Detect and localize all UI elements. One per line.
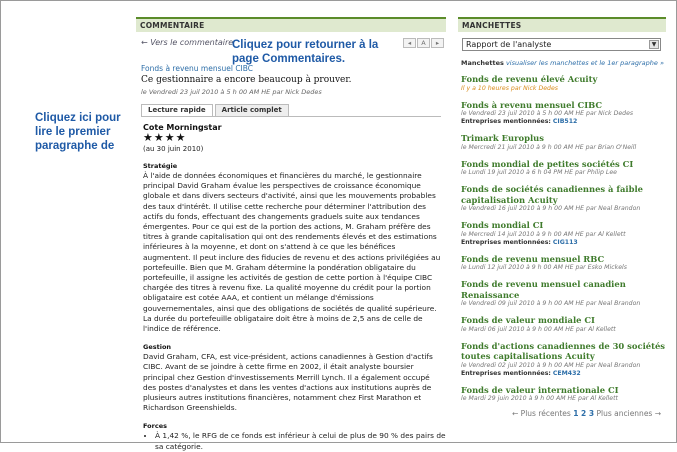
mentioned-companies	[461, 118, 666, 126]
annotation-return-commentary: Cliquez pour retourner à la page Commentaires.	[232, 39, 379, 65]
text-size-button[interactable]: A	[417, 38, 430, 48]
article-headline: Ce gestionnaire a encore beaucoup à prouver.	[141, 75, 352, 85]
commentary-section-header: COMMENTAIRE	[136, 17, 446, 32]
headline-meta: le Mardi 29 juin 2010 à 9 h 00 AM HE par Al Kellett	[461, 395, 618, 402]
mentioned-companies	[461, 239, 666, 247]
headline-list	[458, 74, 666, 403]
headline-title-link[interactable]: Trimark Europlus	[461, 133, 544, 143]
headline-meta: Il y a 10 heures par Nick Dedes	[461, 84, 558, 92]
fund-code-link[interactable]: CIG113	[552, 238, 578, 246]
pager	[512, 409, 666, 418]
headline-filter-select[interactable]	[462, 38, 661, 51]
article-tabs	[141, 104, 441, 117]
headline-meta: le Lundi 12 juil 2010 à 9 h 00 AM HE par Esko Mickels	[461, 264, 627, 271]
list-item	[461, 74, 666, 93]
tab-full-article[interactable]: Article complet	[215, 104, 289, 116]
next-article-button[interactable]: ▸	[431, 38, 444, 48]
morningstar-rating-title: Cote Morningstar	[143, 123, 222, 132]
headline-title-link[interactable]: Fonds à revenu mensuel CIBC	[461, 99, 603, 110]
headline-meta: le Vendredi 09 juil 2010 à 9 h 00 AM HE par Neal Brandon	[461, 300, 641, 307]
list-item	[461, 159, 666, 178]
headline-meta: le Vendredi 02 juil 2010 à 9 h 00 AM HE par Neal Brandon	[461, 361, 641, 369]
article-byline: le Vendredi 23 juil 2010 à 5 h 00 AM HE par Nick Dedes	[141, 88, 322, 96]
headline-meta: le Mercredi 14 juil 2010 à 9 h 00 AM HE par Al Kellett	[461, 230, 626, 238]
list-item	[461, 133, 666, 152]
fund-code-link[interactable]: CIB512	[552, 118, 578, 125]
headline-meta: le Mardi 06 juil 2010 à 9 h 00 AM HE par Al Kellett	[461, 325, 616, 333]
management-heading: Gestion	[143, 343, 172, 352]
strengths-list	[151, 431, 446, 451]
list-item	[461, 220, 666, 247]
headline-meta: le Vendredi 16 juil 2010 à 9 h 00 AM HE par Neal Brandon	[461, 205, 641, 212]
headlines-panel	[458, 17, 666, 443]
strategy-heading: Stratégie	[143, 162, 178, 170]
headlines-section-header: MANCHETTES	[458, 17, 666, 32]
pager-pages[interactable]: 1 2 3	[573, 409, 595, 418]
headline-title-link[interactable]: Fonds de revenu élevé Acuity	[461, 74, 598, 84]
strengths-heading: Forces	[143, 422, 167, 431]
pager-newer-link[interactable]: ← Plus récentes	[512, 409, 571, 418]
strategy-text: À l'aide de données économiques et financières du marché, le gestionnaire principal David Graham évalue les perspectives de croissance économique globale et dans divers secteurs d'activité, ainsi que les mouvements probables des taux d'intérêt. Il utilise cette recherche pour déterminer l'attribution des actifs du fonds, effectuant des changements graduels suite aux tendances émergentes. Pour ce qui est de la portion des actions, M. Graham préfère des titres à grande capitalisation qui ont des rendements élevés et des estimations inférieures à la moyenne, et dont on s'attend à ce que les bénéfices augmentent. Il peut inclure des fiducies de revenu et des actions privilégiées au portefeuille. Bien que M. Graham détermine la pondération obligataire du portefeuille, il assigne les activités de gestion de cette portion à l'équipe CIBC chargée des titres à revenu fixe. La qualité moyenne du crédit pour la portion obligataire est cotée AAA, et contient un mélange d'émissions gouvernementales, ainsi que des obligations de sociétés de qualité supérieure. La durée du portefeuille obligataire doit être à moins de 2,5 ans de celle de l'indice de référence.	[143, 171, 441, 334]
view-first-paragraph-link[interactable]: visualiser les manchettes et le 1er paragraphe »	[505, 59, 664, 67]
tab-quick-read[interactable]: Lecture rapide	[141, 104, 213, 116]
select-value: Rapport de l'analyste	[466, 40, 552, 49]
list-item	[461, 385, 666, 404]
headline-title-link[interactable]: Fonds mondial de petites sociétés CI	[461, 158, 634, 169]
list-item	[461, 254, 666, 273]
prev-article-button[interactable]: ◂	[403, 38, 416, 48]
headline-meta: le Lundi 19 juil 2010 à 6 h 04 PM HE par Philip Lee	[461, 169, 617, 176]
annotation-first-paragraph: Cliquez ici pour lire le premier paragraphe de	[35, 112, 121, 152]
headline-title-link[interactable]: Fonds de valeur internationale CI	[461, 384, 619, 395]
headline-title-link[interactable]: Fonds de valeur mondiale CI	[461, 315, 595, 325]
list-item	[461, 341, 666, 378]
headlines-note-label: Manchettes	[461, 59, 504, 67]
chevron-down-icon[interactable]: ▼	[649, 40, 659, 49]
article-nav	[403, 38, 444, 48]
list-item	[461, 315, 666, 334]
back-to-commentary-link[interactable]: ← Vers le commentaire	[141, 38, 234, 47]
list-item	[461, 279, 666, 308]
fund-name-link[interactable]: Fonds à revenu mensuel CIBC	[141, 64, 254, 73]
rating-date: (au 30 juin 2010)	[143, 145, 204, 153]
mentioned-label: Entreprises mentionnées:	[461, 369, 551, 377]
list-item	[461, 100, 666, 127]
mentioned-companies	[461, 370, 666, 378]
pager-older-link[interactable]: Plus anciennes →	[596, 409, 662, 418]
headlines-note	[461, 59, 666, 67]
mentioned-label: Entreprises mentionnées:	[461, 238, 551, 246]
headline-title-link[interactable]: Fonds de revenu mensuel RBC	[461, 253, 605, 264]
list-item	[461, 184, 666, 213]
headline-title-link[interactable]: Fonds d'actions canadiennes de 30 sociétés toutes capitalisations Acuity	[461, 340, 665, 361]
headline-title-link[interactable]: Fonds mondial CI	[461, 220, 544, 230]
fund-code-link[interactable]: CEM432	[552, 369, 581, 377]
mentioned-label: Entreprises mentionnées:	[461, 118, 551, 125]
management-text: David Graham, CFA, est vice-président, actions canadiennes à Gestion d'actifs CIBC. Avant de se joindre à cette firme en 2002, il était analyste boursier principal chez Gestion d'investissements Merrill Lynch. Il a également occupé des postes d'analystes et dans les ventes d'actions aux institutions auprès de plusieurs autres institutions financières, notamment chez First Marathon et Richardson Greenshields.	[143, 352, 433, 413]
commentary-panel	[136, 17, 446, 451]
headline-meta: le Vendredi 23 juil 2010 à 5 h 00 AM HE par Nick Dedes	[461, 110, 634, 117]
star-rating: ★★★★	[143, 131, 187, 144]
headline-title-link[interactable]: Fonds de revenu mensuel canadien Renaissance	[461, 279, 626, 300]
list-item: • À 1,42 %, le RFG de ce fonds est inférieur à celui de plus de 90 % des pairs de sa catégorie.	[155, 431, 446, 451]
headline-meta: le Mercredi 21 juil 2010 à 9 h 00 AM HE par Brian O'Neill	[461, 143, 637, 151]
headline-title-link[interactable]: Fonds de sociétés canadiennes à faible capitalisation Acuity	[461, 184, 643, 205]
